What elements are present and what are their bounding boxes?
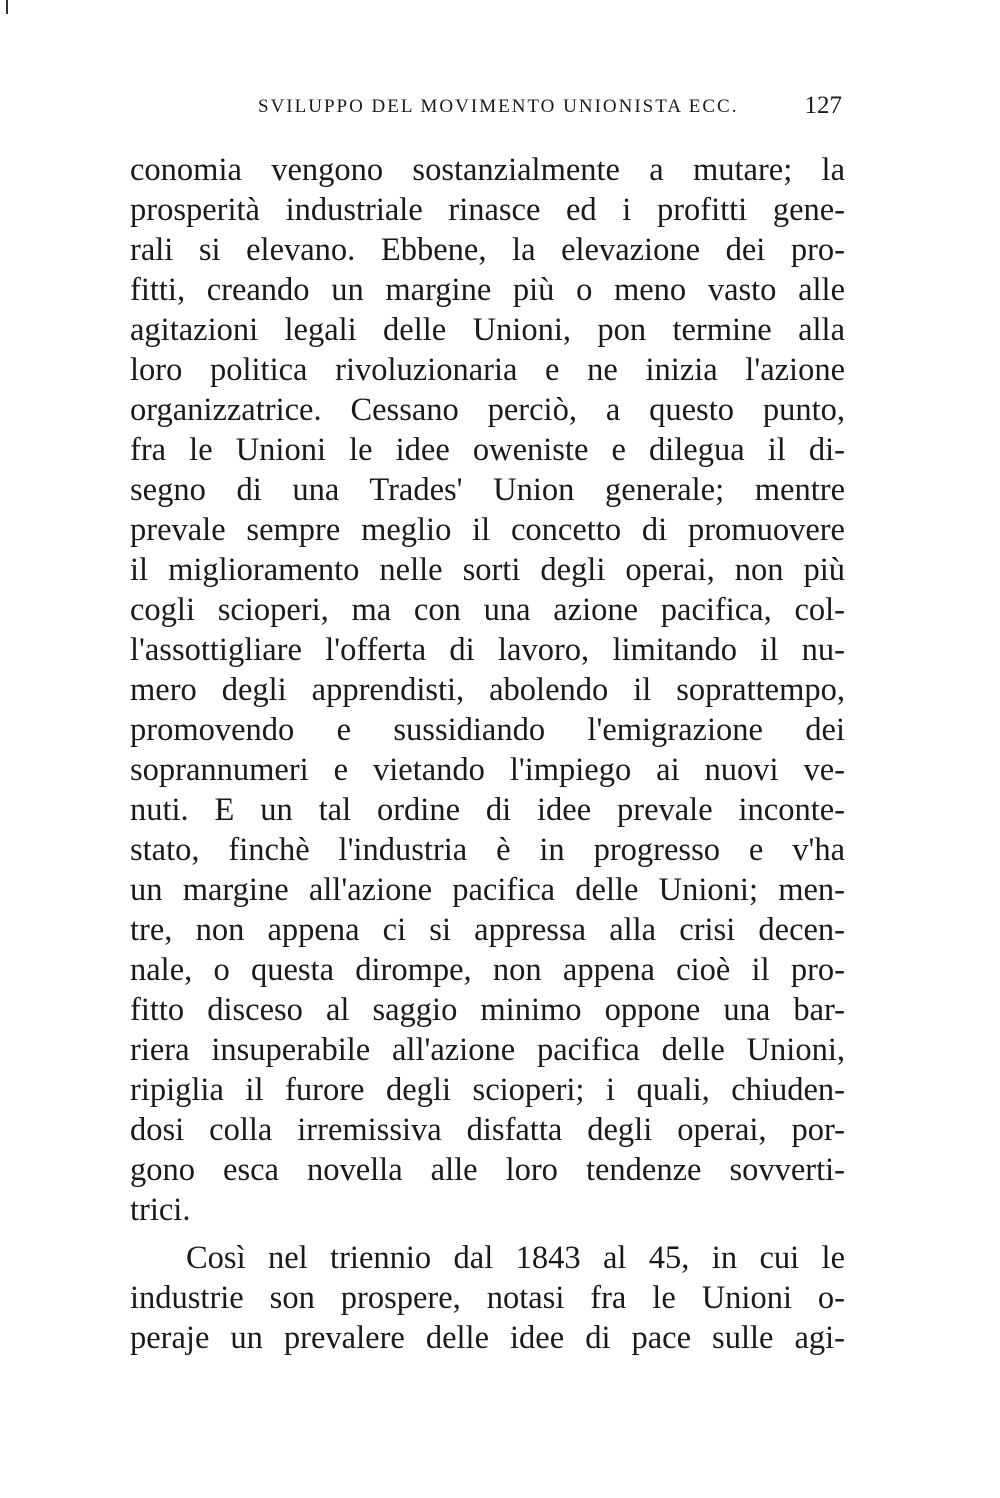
- text-line: conomia vengono sostanzialmente a mutare; la: [130, 152, 845, 188]
- paragraph: [130, 1238, 845, 1358]
- text-line: organizzatrice. Cessano perciò, a questo punto,: [130, 392, 845, 428]
- text-line: gono esca novella alle loro tendenze sovverti-: [130, 1152, 845, 1188]
- page-number: 127: [804, 92, 842, 119]
- text-line: mero degli apprendisti, abolendo il soprattempo,: [130, 672, 845, 708]
- text-line: soprannumeri e vietando l'impiego ai nuovi ve-: [130, 752, 845, 788]
- text-line: l'assottigliare l'offerta di lavoro, limitando il nu-: [130, 632, 845, 668]
- running-title: SVILUPPO DEL MOVIMENTO UNIONISTA ECC.: [258, 96, 739, 117]
- body-text: [130, 150, 845, 1358]
- text-line: fitto disceso al saggio minimo oppone una bar-: [130, 992, 845, 1028]
- text-line: segno di una Trades' Union generale; mentre: [130, 472, 845, 508]
- scan-mark: [6, 0, 8, 14]
- text-line: nale, o questa dirompe, non appena cioè il pro-: [130, 952, 845, 988]
- text-line: promovendo e sussidiando l'emigrazione dei: [130, 712, 845, 748]
- text-line: rali si elevano. Ebbene, la elevazione dei pro-: [130, 232, 845, 268]
- text-line: peraje un prevalere delle idee di pace sulle agi-: [130, 1320, 845, 1356]
- text-line: prevale sempre meglio il concetto di promuovere: [130, 512, 845, 548]
- text-line: il miglioramento nelle sorti degli operai, non più: [130, 552, 845, 588]
- text-line: tre, non appena ci si appressa alla crisi decen-: [130, 912, 845, 948]
- text-line: un margine all'azione pacifica delle Unioni; men-: [130, 872, 845, 908]
- running-head: [130, 92, 842, 126]
- paragraph-gap: [130, 1230, 845, 1238]
- text-line: riera insuperabile all'azione pacifica delle Unioni,: [130, 1032, 845, 1068]
- text-line: fra le Unioni le idee oweniste e dilegua il di-: [130, 432, 845, 468]
- text-line: fitti, creando un margine più o meno vasto alle: [130, 272, 845, 308]
- text-line: stato, finchè l'industria è in progresso e v'ha: [130, 832, 845, 868]
- text-line: industrie son prospere, notasi fra le Unioni o-: [130, 1280, 845, 1316]
- text-line: dosi colla irremissiva disfatta degli operai, por-: [130, 1112, 845, 1148]
- text-line: trici.: [130, 1192, 191, 1228]
- text-line: nuti. E un tal ordine di idee prevale inconte-: [130, 792, 845, 828]
- text-line: ripiglia il furore degli scioperi; i quali, chiuden-: [130, 1072, 845, 1108]
- text-line: Così nel triennio dal 1843 al 45, in cui le: [186, 1240, 845, 1276]
- text-line: agitazioni legali delle Unioni, pon termine alla: [130, 312, 845, 348]
- text-line: loro politica rivoluzionaria e ne inizia l'azione: [130, 352, 845, 388]
- text-line: cogli scioperi, ma con una azione pacifica, col-: [130, 592, 845, 628]
- text-line: prosperità industriale rinasce ed i profitti gene-: [130, 192, 845, 228]
- paragraph: [130, 150, 845, 1230]
